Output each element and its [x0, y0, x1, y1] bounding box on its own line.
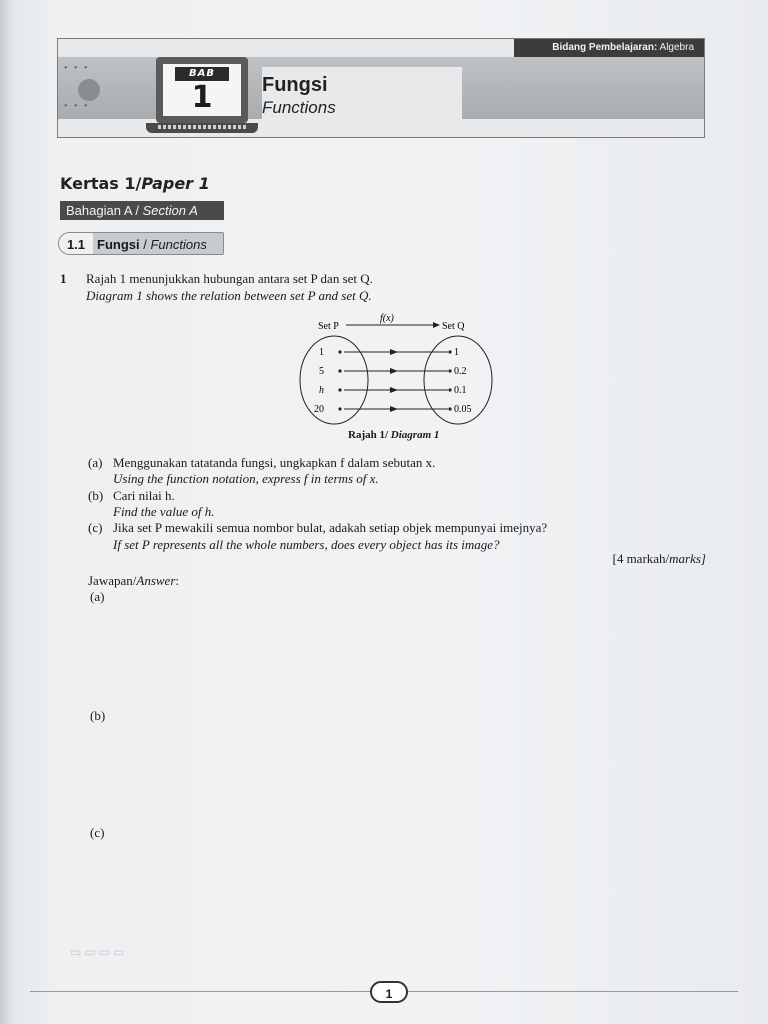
topic-name-en: Functions	[150, 237, 207, 252]
diagram-caption-en: Diagram 1	[390, 429, 440, 441]
mapping-arrowhead	[390, 387, 398, 393]
part-c-label: (c)	[88, 520, 103, 535]
paper-title-en: Paper 1	[141, 174, 210, 193]
set-p-element: 20	[314, 404, 324, 415]
laptop-icon	[156, 57, 248, 123]
subject-area-label: Bidang Pembelajaran:	[552, 42, 658, 53]
bab-label: BAB	[175, 67, 229, 81]
chapter-banner	[57, 38, 705, 138]
subject-area-strip	[514, 39, 704, 57]
chapter-number: 1	[191, 80, 213, 115]
set-p-dot	[338, 369, 341, 372]
part-c-text-english: If set P represents all the whole numbers, does every object has its image?	[113, 537, 500, 552]
bleed-through-decoration: ▭ ▭ ▭ ▭	[70, 945, 125, 959]
page-binding-edge	[0, 0, 14, 1024]
section-my: Bahagian A	[66, 203, 132, 218]
set-p-label: Set P	[318, 321, 339, 332]
paper-title-separator: /	[135, 174, 142, 193]
topic-name-my: Fungsi	[97, 237, 140, 252]
chapter-title: Fungsi	[262, 74, 328, 96]
marks-label	[612, 551, 706, 567]
topic-name: Fungsi / Functions	[97, 237, 207, 252]
answer-part-c: (c)	[90, 825, 105, 840]
answer-label: Jawapan/Answer:	[88, 573, 179, 588]
keyboard-decoration	[158, 125, 246, 129]
section-tag: Bahagian A / Section A	[60, 201, 224, 220]
set-q-element: 0.1	[454, 385, 467, 396]
question-stem-english: Diagram 1 shows the relation between set P and set Q.	[86, 288, 372, 303]
set-q-element: 0.2	[454, 366, 467, 377]
topic-tag	[58, 232, 224, 255]
set-q-dot	[448, 388, 451, 391]
part-b-text: Cari nilai h.	[113, 488, 175, 503]
set-q-element: 0.05	[454, 404, 472, 415]
answer-part-b: (b)	[90, 708, 106, 723]
set-p-dot	[338, 350, 341, 353]
set-q-dot	[448, 369, 451, 372]
gear-icon	[78, 79, 100, 101]
subject-area-value: Algebra	[659, 42, 694, 53]
dots-decoration: • • •	[64, 101, 90, 112]
page-number: 1	[370, 981, 408, 1003]
part-c-text: Jika set P mewakili semua nombor bulat, adakah setiap objek mempunyai imejnya?	[113, 520, 548, 535]
mapping-arrowhead	[390, 368, 398, 374]
marks-my: [4 markah/	[612, 551, 670, 566]
part-b-text-english: Find the value of h.	[113, 504, 215, 519]
question-stem: Rajah 1 menunjukkan hubungan antara set P dan set Q.	[86, 271, 373, 286]
part-a-text: Menggunakan tatatanda fungsi, ungkapkan f dalam sebutan x.	[113, 455, 436, 470]
set-q-dot	[448, 407, 451, 410]
paper-title-my: Kertas 1	[60, 174, 136, 193]
topic-number: 1.1	[59, 233, 93, 254]
paper-title	[60, 174, 210, 193]
set-p-element: 1	[319, 347, 324, 358]
set-q-label: Set Q	[442, 321, 465, 332]
diagram-caption: Rajah 1/ Diagram 1	[348, 429, 440, 441]
set-p-ellipse	[300, 336, 368, 424]
mapping-arrowhead	[390, 349, 398, 355]
question-number: 1	[60, 271, 67, 286]
set-p-dot	[338, 407, 341, 410]
answer-part-a: (a)	[90, 589, 105, 604]
diagram-caption-my: Rajah 1	[348, 429, 385, 441]
function-label: f(x)	[380, 313, 394, 324]
set-q-dot	[448, 350, 451, 353]
part-a-text-english: Using the function notation, express f in terms of x.	[113, 471, 379, 486]
dots-decoration: • • •	[64, 63, 90, 74]
set-p-element: h	[319, 385, 324, 396]
arrow-diagram	[298, 312, 508, 442]
answer-label-en: Answer	[136, 573, 176, 588]
mapping-arrowhead	[390, 406, 398, 412]
function-arrowhead	[433, 322, 440, 328]
set-q-element: 1	[454, 347, 459, 358]
section-en: Section A	[142, 203, 198, 218]
set-p-dot	[338, 388, 341, 391]
marks-en: marks]	[669, 551, 706, 566]
answer-label-my: Jawapan/	[88, 573, 137, 588]
chapter-title-english: Functions	[262, 98, 336, 117]
set-p-element: 5	[319, 366, 324, 377]
part-a-label: (a)	[88, 455, 103, 470]
part-b-label: (b)	[88, 488, 104, 503]
